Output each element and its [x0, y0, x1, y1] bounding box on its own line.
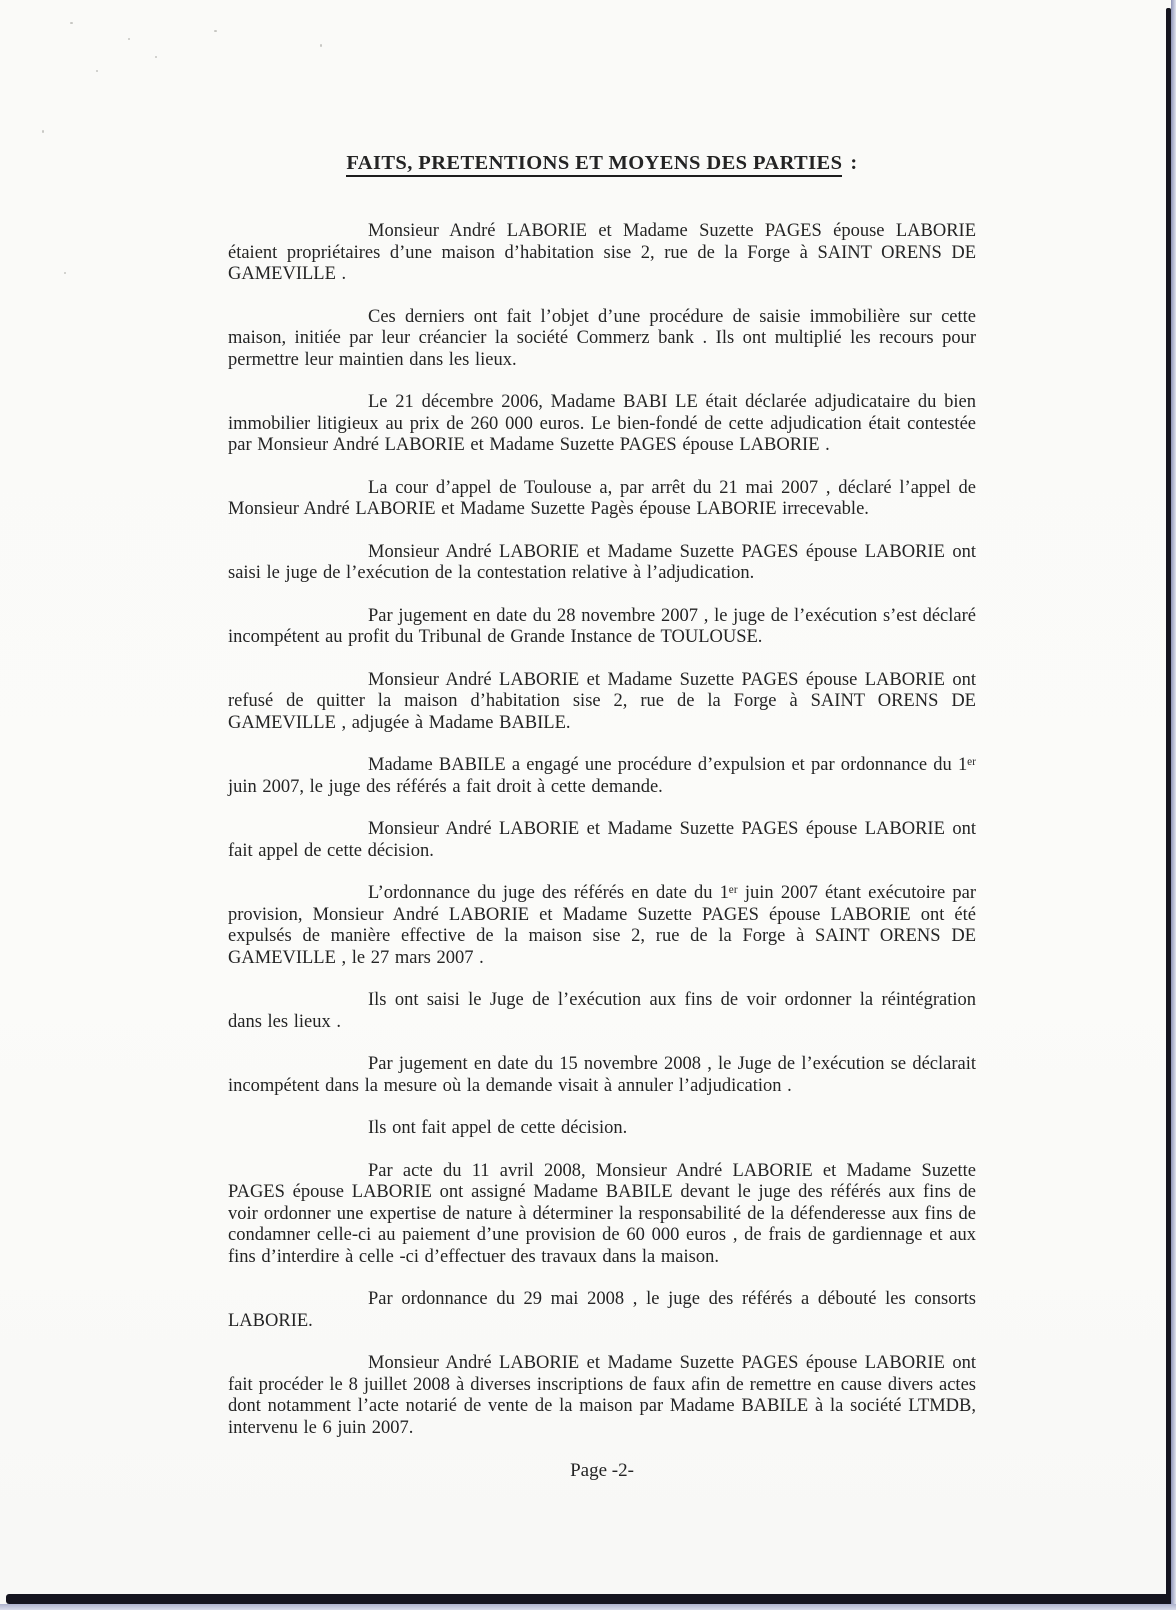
scan-speckle	[96, 70, 98, 72]
paragraph: Par acte du 11 avril 2008, Monsieur André LABORIE et Madame Suzette PAGES épouse LABORIE ont assigné Madame BABILE devant le juge des référés aux fins de voir ordonner une expertise de nature à déterminer la responsabilité de la défenderesse aux fins de condamner celle-ci au paiement d’une provision de 60 000 euros , de frais de gardiennage et aux fins d’interdire à celle -ci d’effectuer des travaux dans la maison.	[228, 1160, 976, 1267]
paragraph: Par jugement en date du 28 novembre 2007 , le juge de l’exécution s’est déclaré incompétent au profit du Tribunal de Grande Instance de TOULOUSE.	[228, 605, 976, 647]
heading-colon: :	[850, 152, 858, 174]
scan-right-edge-line	[1166, 8, 1171, 1606]
paragraph: Par jugement en date du 15 novembre 2008 , le Juge de l’exécution se déclarait incompétent dans la mesure où la demande visait à annuler l’adjudication .	[228, 1054, 976, 1096]
scan-speckle	[128, 38, 130, 40]
paragraph: Monsieur André LABORIE et Madame Suzette PAGES épouse LABORIE ont saisi le juge de l’exécution de la contestation relative à l’adjudication.	[228, 541, 976, 583]
paragraph: Le 21 décembre 2006, Madame BABI LE était déclarée adjudicataire du bien immobilier litigieux au prix de 260 000 euros. Le bien-fondé de cette adjudication était contestée par Monsieur André LABORIE et Madame Suzette PAGES épouse LABORIE .	[228, 392, 976, 455]
paragraph: Monsieur André LABORIE et Madame Suzette PAGES épouse LABORIE ont fait procéder le 8 juillet 2008 à diverses inscriptions de faux afin de remettre en cause divers actes dont notamment l’acte notarié de vente de la maison par Madame BABILE à la société LTMDB, intervenu le 6 juin 2007.	[228, 1353, 976, 1438]
scan-bottom-edge-shadow	[0, 1604, 1176, 1610]
paragraph: Ces derniers ont fait l’objet d’une procédure de saisie immobilière sur cette maison, initiée par leur créancier la société Commerz bank . Ils ont multiplié les recours pour permettre leur maintien dans les lieux.	[228, 306, 976, 370]
paragraph: Madame BABILE a engagé une procédure d’expulsion et par ordonnance du 1ᵉʳ juin 2007, le juge des référés a fait droit à cette demande.	[228, 755, 976, 797]
paragraph: Monsieur André LABORIE et Madame Suzette PAGES épouse LABORIE ont refusé de quitter la maison d’habitation sise 2, rue de la Forge à SAINT ORENS DE GAMEVILLE , adjugée à Madame BABILE.	[228, 669, 976, 733]
scan-bottom-edge-line	[6, 1594, 1171, 1604]
document-body	[228, 0, 976, 1482]
paragraph: Monsieur André LABORIE et Madame Suzette PAGES épouse LABORIE ont fait appel de cette décision.	[228, 819, 976, 861]
paragraph: Par ordonnance du 29 mai 2008 , le juge des référés a débouté les consorts LABORIE.	[228, 1289, 976, 1331]
scan-speckle	[64, 272, 66, 274]
scan-speckle	[214, 30, 217, 32]
scan-speckle	[155, 56, 157, 58]
document-heading	[228, 152, 976, 175]
paragraph: L’ordonnance du juge des référés en date du 1ᵉʳ juin 2007 étant exécutoire par provision, Monsieur André LABORIE et Madame Suzette PAGES épouse LABORIE ont été expulsés de manière effective de la maison sise 2, rue de la Forge à SAINT ORENS DE GAMEVILLE , le 27 mars 2007 .	[228, 883, 976, 968]
page-number: Page -2-	[570, 1460, 634, 1481]
paragraph: Monsieur André LABORIE et Madame Suzette PAGES épouse LABORIE étaient propriétaires d’une maison d’habitation sise 2, rue de la Forge à SAINT ORENS DE GAMEVILLE .	[228, 221, 976, 284]
scan-right-edge-shadow	[1171, 0, 1176, 1610]
paragraph: La cour d’appel de Toulouse a, par arrêt du 21 mai 2007 , déclaré l’appel de Monsieur André LABORIE et Madame Suzette Pagès épouse LABORIE irrecevable.	[228, 477, 976, 519]
scan-speckle	[70, 22, 73, 24]
scan-speckle	[42, 130, 44, 133]
paragraph: Ils ont fait appel de cette décision.	[368, 1118, 628, 1138]
paragraph: Ils ont saisi le Juge de l’exécution aux fins de voir ordonner la réintégration dans les lieux .	[228, 990, 976, 1032]
heading-text: FAITS, PRETENTIONS ET MOYENS DES PARTIES	[346, 152, 842, 177]
